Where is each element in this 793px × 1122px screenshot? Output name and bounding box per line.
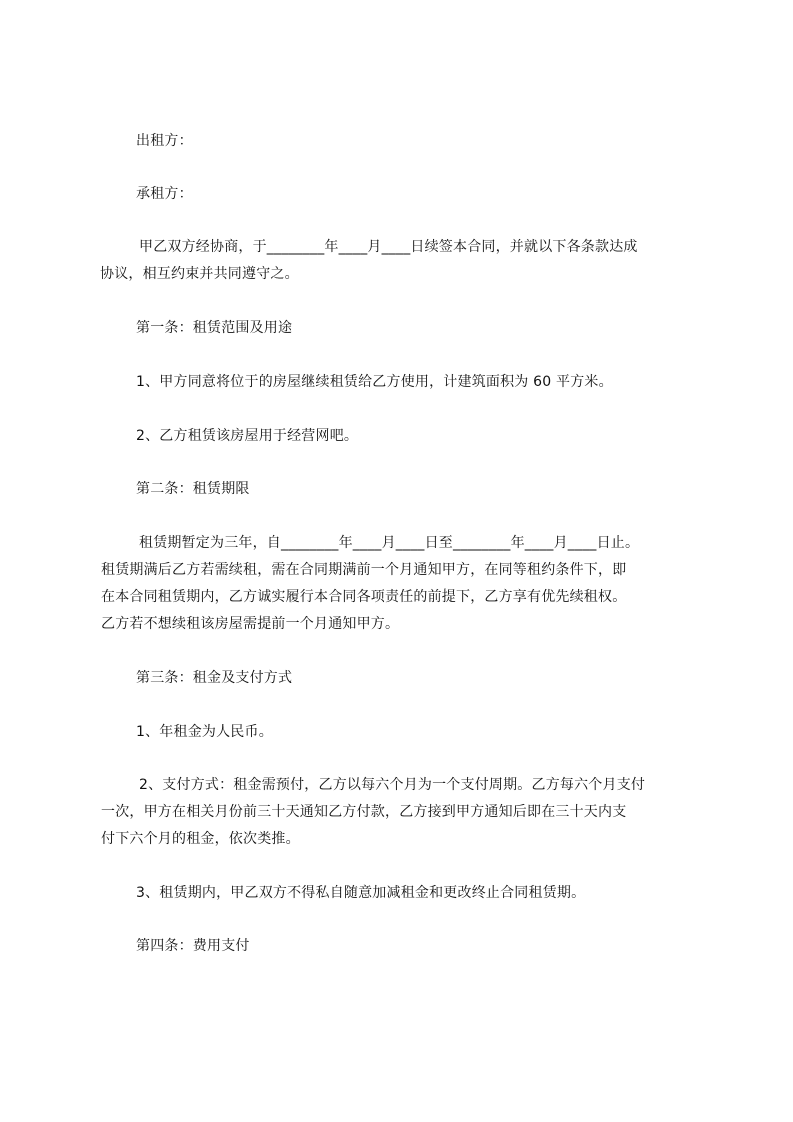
article-2-heading: 第二条：租赁期限 (136, 481, 250, 497)
article-3-heading: 第三条：租金及支付方式 (136, 670, 293, 686)
article-3-clause-2-line-3: 付下六个月的租金，依次类推。 (101, 831, 300, 847)
lessor-label: 出租方： (136, 133, 193, 149)
intro-paragraph-line-1: 甲乙双方经协商，于________年____月____日续签本合同，并就以下各条款达成 (139, 239, 638, 255)
article-3-clause-2-line-1: 2、支付方式：租金需预付，乙方以每六个月为一个支付周期。乙方每六个月支付 (139, 777, 646, 793)
article-1-heading: 第一条：租赁范围及用途 (136, 320, 293, 336)
article-2-paragraph-line-2: 租赁期满后乙方若需续租，需在合同期满前一个月通知甲方，在同等租约条件下，即 (101, 562, 627, 578)
article-3-clause-3: 3、租赁期内，甲乙双方不得私自随意加减租金和更改终止合同租赁期。 (136, 885, 586, 901)
article-1-clause-2: 2、乙方租赁该房屋用于经营网吧。 (136, 428, 359, 444)
article-1-clause-1: 1、甲方同意将位于的房屋继续租赁给乙方使用，计建筑面积为 60 平方米。 (136, 374, 613, 390)
article-2-paragraph-line-1: 租赁期暂定为三年，自________年____月____日至________年____月____日止。 (139, 535, 640, 551)
intro-paragraph-line-2: 协议，相互约束并共同遵守之。 (100, 266, 299, 282)
article-2-paragraph-line-3: 在本合同租赁期内，乙方诚实履行本合同各项责任的前提下，乙方享有优先续租权。 (101, 589, 627, 605)
article-2-paragraph-line-4: 乙方若不想续租该房屋需提前一个月通知甲方。 (101, 616, 400, 632)
article-3-clause-2-line-2: 一次，甲方在相关月份前三十天通知乙方付款，乙方接到甲方通知后即在三十天内支 (101, 804, 627, 820)
lessee-label: 承租方： (136, 186, 193, 202)
article-4-heading: 第四条：费用支付 (136, 938, 250, 954)
article-3-clause-1: 1、年租金为人民币。 (136, 724, 273, 740)
